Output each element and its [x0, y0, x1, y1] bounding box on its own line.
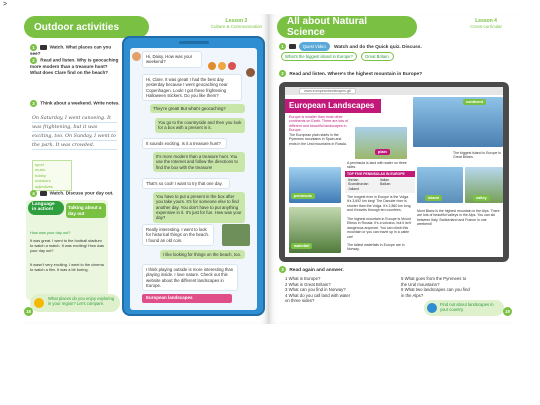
talking-label: Talking about a day out [66, 203, 106, 218]
task-text: Think about a weekend. Write notes. [40, 100, 120, 106]
peninsula-item: Iberian [348, 178, 359, 182]
task-number: 3 [279, 266, 286, 273]
task-3 [279, 266, 344, 273]
chat-message: Really interesting. I went to look for historical things on the beach. I found an old coin. [142, 224, 214, 246]
browser-bar [285, 87, 503, 95]
chat-message: Hi, Clare. It was great! I had the best day yesterday because I went geocaching near Copenhagen. Look! I got these frightening Halloween stickers. Do you like them? [142, 74, 242, 101]
coin-photo [222, 224, 250, 246]
peninsula-item: Balkan [380, 182, 391, 187]
right-lesson-tag [470, 18, 502, 29]
dialogue-line: How was your day out? [30, 230, 71, 235]
task-number: 1 [30, 44, 37, 51]
task-text: Watch. Discuss your day out. [49, 190, 114, 196]
highest-mountain-text: The highest mountain in Europe is Mount Elbrus in Russia. It's a volcano, but it isn't dangerous anymore. You can climb this mountain or you can travel up in a cable car! [347, 217, 412, 239]
peninsula-item: Jutland [348, 186, 359, 191]
article-intro: Europe is smaller than most other continents on Earth. There are lots of different and beautiful landscapes in Europe. [289, 115, 349, 133]
chat-message: I like looking for things on the beach, too. [160, 250, 245, 259]
textbook-spread [22, 14, 516, 324]
right-page [269, 14, 516, 324]
tablet-screen [285, 87, 503, 257]
continent-photo [413, 97, 503, 147]
peninsula-item: Scandinavian [348, 182, 369, 187]
chat-message: You go to the countryside and then you look for a box with a present in it. [155, 118, 245, 133]
task-1 [30, 44, 122, 57]
left-page [22, 14, 269, 324]
quiz-answer: Great Britain. [361, 52, 394, 61]
valley-text: Mont Blanc is the highest mountain in the Alps. There are lots of beautiful valleys in the Alps. You can ski between Italy, Switzerland and France in one weekend! [417, 209, 500, 227]
compare-question: What places do you enjoy exploring in your region? Let's compare. [30, 294, 120, 312]
plain-text: The European plain starts in the Pyrenees mountains in Spain and ends in the Ural mountains in Russia. [289, 133, 347, 146]
left-page-title: Outdoor activities [24, 16, 149, 38]
tablet-mockup [279, 82, 509, 262]
peninsulas-heading: TOP FIVE PENINSULAS IN EUROPE [345, 171, 415, 177]
task-4 [30, 190, 122, 197]
word-item: outdoors [35, 178, 51, 184]
dialogue-line: It was great. I went to the football stadium to watch a match. It was exciting! How was your day out? [30, 238, 104, 254]
task-2 [30, 57, 120, 75]
task-text: Read and listen. Why is geocaching more modern than a treasure hunt? What does Clare find on the beach? [30, 57, 119, 75]
question-line: the Ural mountains? [401, 281, 440, 287]
phone-mockup [122, 36, 265, 316]
tag-continent: continent [463, 99, 486, 105]
question-line: 3 What can you find in Norway? [285, 287, 346, 293]
tag-waterfall: waterfall [291, 243, 312, 249]
task-number: 2 [279, 70, 286, 77]
tag-plain: plain [375, 149, 390, 155]
left-lesson-subtitle: Culture & Communication [210, 24, 262, 29]
task-3 [30, 100, 120, 107]
chat-screen [130, 48, 257, 310]
word-box [32, 160, 72, 191]
task-number: 4 [30, 190, 37, 197]
right-page-title: All about Natural Science [277, 16, 417, 38]
quest-video-badge[interactable]: Quest Video [299, 42, 330, 51]
avatar-icon [132, 52, 141, 61]
language-in-action-box [26, 200, 108, 300]
question-line: in the Alps? [401, 292, 424, 298]
website-link[interactable]: European landscapes [142, 294, 232, 303]
left-lesson-title: Lesson 3 [225, 18, 248, 24]
video-icon[interactable] [40, 191, 47, 196]
page-number: 18 [24, 307, 33, 316]
chat-message: I think playing outside is more interesting than playing inside. I love nature. Check out this website about the different landscapes in Europe. [142, 264, 238, 291]
waterfall-text: The tallest waterfalls in Europe are in Norway. [347, 243, 405, 252]
task-1 [279, 42, 422, 51]
sticker-pumpkin-icon [208, 62, 216, 70]
video-icon[interactable] [289, 44, 296, 49]
video-icon[interactable] [40, 45, 47, 50]
chat-message: You have to put a present in the box after you take yours. It's for someone else to find another day. You don't have to put anything expensive in it. It's just for fun. How was your day? [153, 192, 245, 223]
question-line: 2 What is Great Britain? [285, 281, 331, 287]
chat-message: It's more modern than a treasure hunt. You use the Internet and follow the directions to find the box with the treasure! [153, 152, 245, 172]
avatar-icon [246, 68, 255, 77]
quiz-row [281, 52, 397, 61]
question-line: 5 What goes from the Pyrenees to [401, 276, 467, 281]
task-text: Read and listen. Where's the highest mountain in Europe? [289, 71, 423, 77]
page-number: 19 [503, 307, 512, 316]
sticker-pumpkin-icon [228, 62, 236, 70]
quiz-question: What's the biggest island in Europe? [281, 52, 357, 61]
word-item: adjectives [35, 183, 53, 189]
language-badge: Language in action! [28, 201, 64, 215]
find-out-more: Find out about landscapes in your country. [424, 300, 504, 316]
chat-message: That's so cool! I want to try that one day. [142, 178, 230, 189]
questions-column-a [285, 276, 350, 304]
peninsula-item: Italian [380, 178, 390, 182]
peninsulas-box [345, 171, 415, 193]
dialogue-line: It wasn't very exciting. I went to the cinema to watch a film. It was a bit boring. [30, 262, 104, 273]
right-lesson-title: Lesson 4 [475, 18, 497, 24]
task-number: 1 [279, 43, 286, 50]
word-item: sport [35, 162, 44, 167]
chat-message: Hi, Daisy. How was your weekend? [142, 51, 202, 68]
task-2 [279, 70, 479, 78]
phone-speaker [179, 41, 209, 44]
article-title: European Landscapes [285, 99, 381, 113]
task-text: Read again and answer. [289, 267, 344, 273]
chat-message: They're great! But what's geocaching? [150, 104, 245, 113]
left-lesson-tag [211, 18, 262, 29]
question-line: 1 What is Europe? [285, 276, 321, 281]
question-line: on three sides? [285, 298, 315, 304]
tag-valley: valley [473, 195, 490, 201]
river-text: The longest river in Europe is the Volga. It's 3,692 km long! The Danube river is shorter than the Volga. It's 2,860 km long and it travels through ten countries. [347, 195, 411, 213]
questions-column-b [401, 276, 470, 298]
task-number: 3 [30, 100, 37, 107]
question-line: 6 What two landscapes can you find [401, 287, 470, 293]
question-line: 4 What do you call land with water [285, 292, 351, 298]
handwritten-notes: On Saturday, I went canoeing. It was frightening, but it was exciting, too. On Sunday, I went to the park. It was crowded. [32, 116, 116, 148]
task-text: Watch and do the Quick quiz. Discuss. [334, 45, 422, 50]
island-text: The biggest island in Europe is Great Britain. [453, 151, 501, 160]
peninsula-text: A peninsula is land with water on three sides. [347, 161, 407, 170]
browser-url[interactable]: www.europeanlandscapes.gb [299, 88, 356, 94]
task-text: Watch. What places can you see? [30, 44, 112, 56]
word-item: music [35, 167, 46, 173]
nav-arrow[interactable]: > [3, 1, 8, 8]
word-item: hobby [35, 172, 46, 178]
chat-message: It sounds exciting. Is it a treasure hunt? [142, 138, 227, 149]
right-lesson-subtitle: Cross-curricular [470, 24, 502, 29]
peninsulas-list [345, 177, 415, 192]
tag-island: island [425, 195, 442, 201]
sticker-pumpkin-icon [218, 62, 226, 70]
tag-peninsula: peninsula [291, 193, 315, 199]
task-number: 2 [30, 57, 37, 64]
